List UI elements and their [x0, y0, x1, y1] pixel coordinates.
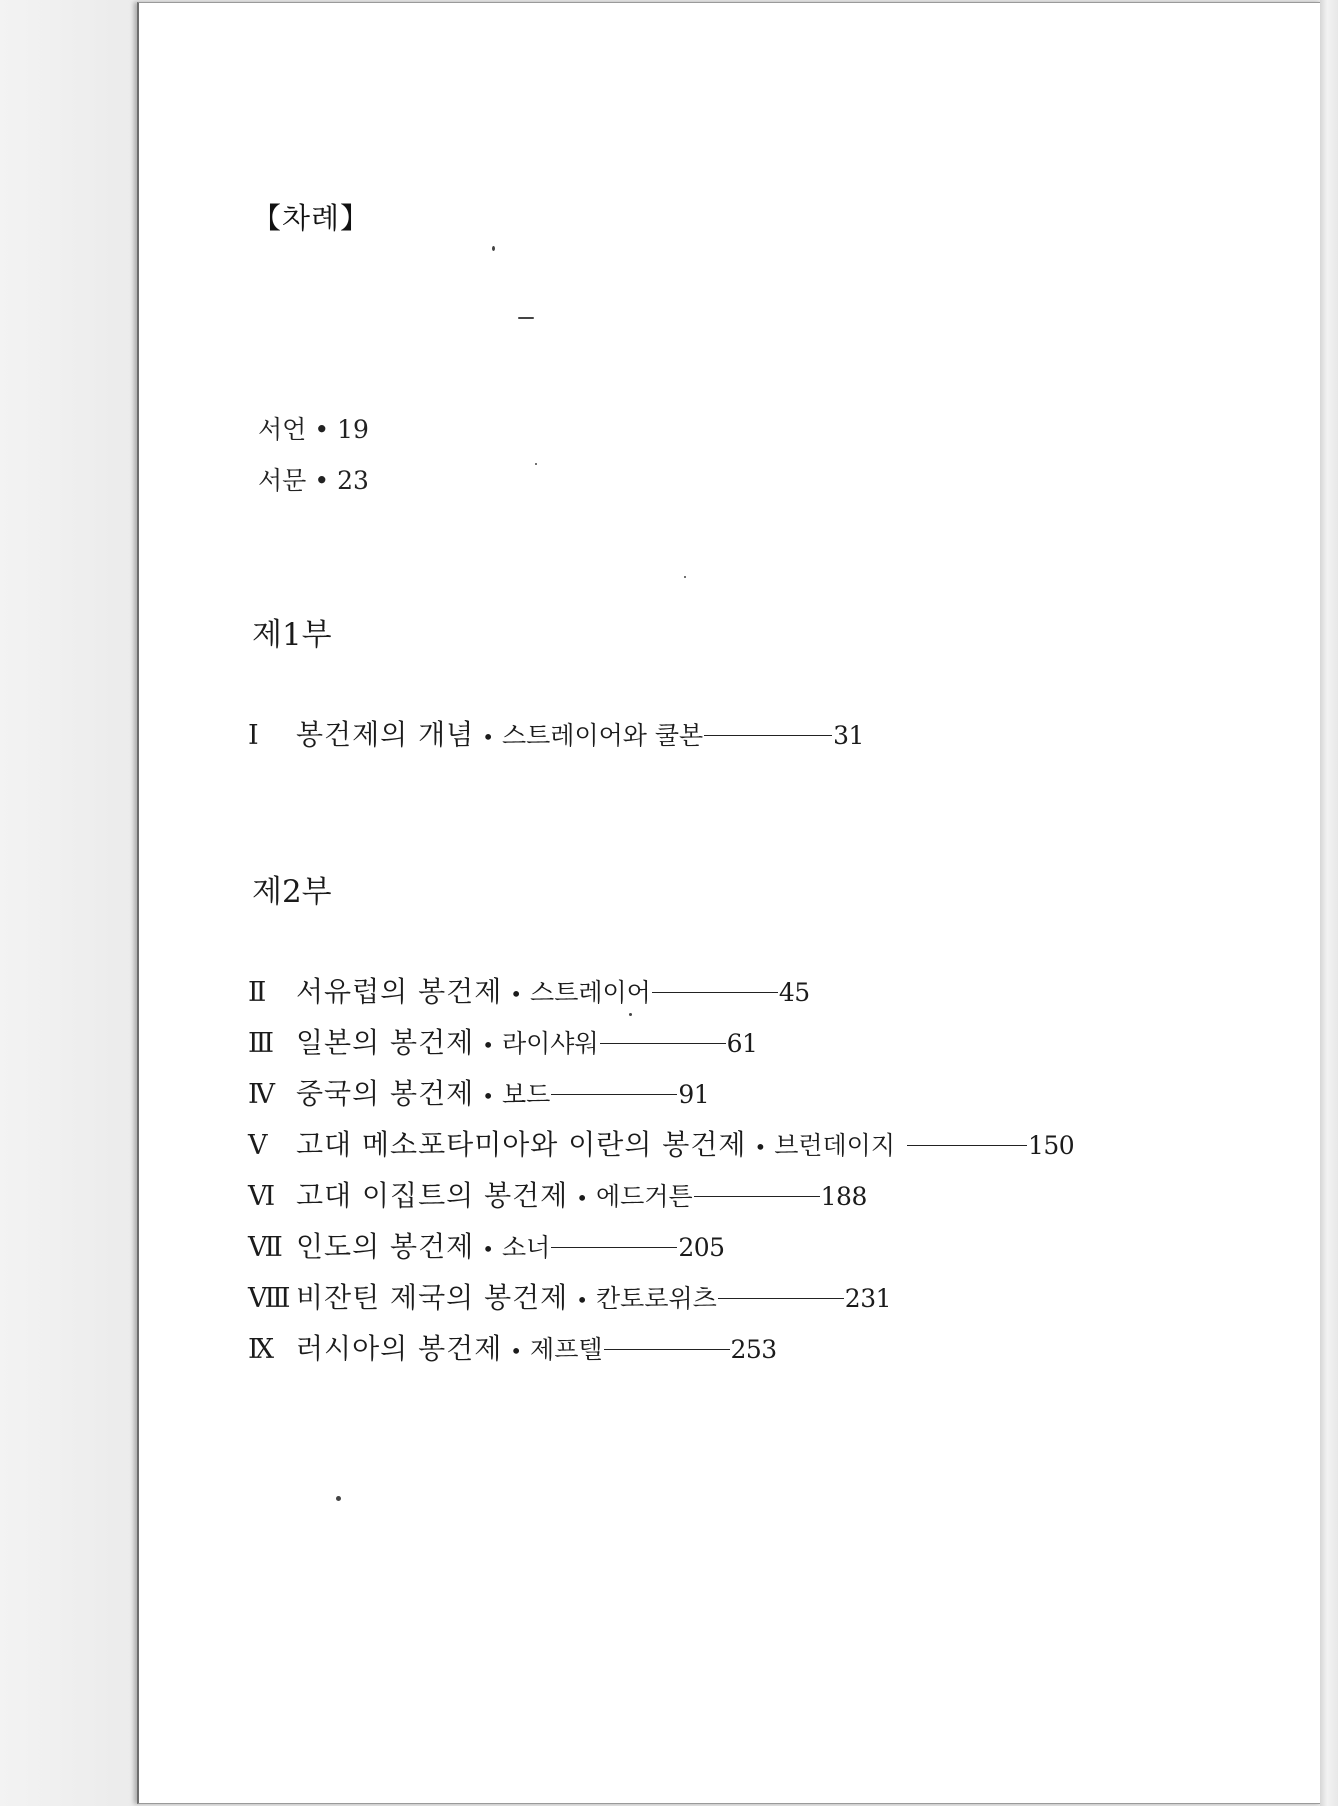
dot-leader-line	[604, 1349, 730, 1350]
toc-entry-chapter-1	[248, 713, 864, 753]
dot-leader-line	[718, 1298, 844, 1299]
chapter-separator: •	[754, 1135, 767, 1159]
toc-entry-chapter-5	[248, 1123, 1074, 1163]
chapter-separator: •	[576, 1288, 589, 1312]
chapter-page: 150	[1028, 1131, 1075, 1160]
chapter-author: 제프텔	[530, 1335, 603, 1364]
chapter-separator: •	[510, 982, 523, 1006]
scan-speck	[535, 463, 537, 465]
chapter-author: 소너	[502, 1233, 551, 1262]
dot-leader-line	[652, 992, 778, 993]
dot-leader-line	[551, 1247, 677, 1248]
chapter-title: 일본의 봉건제	[296, 1026, 475, 1059]
dot-leader-line	[704, 735, 832, 736]
chapter-number: Ⅷ	[248, 1283, 291, 1314]
chapter-separator: •	[482, 725, 494, 749]
front-item-introduction	[258, 461, 369, 497]
chapter-number: Ⅳ	[248, 1079, 275, 1110]
chapter-separator: •	[576, 1186, 589, 1210]
chapter-number: Ⅵ	[248, 1181, 276, 1212]
chapter-author: 칸토로위츠	[596, 1284, 717, 1313]
chapter-page: 205	[678, 1233, 725, 1262]
chapter-page: 91	[678, 1080, 710, 1109]
chapter-number: Ⅲ	[248, 1028, 275, 1059]
chapter-separator: •	[510, 1339, 523, 1363]
chapter-number: Ⅱ	[248, 977, 267, 1008]
dot-leader-line	[600, 1043, 726, 1044]
scan-speck	[492, 246, 495, 251]
chapter-number: Ⅸ	[248, 1334, 275, 1365]
toc-entry-chapter-3	[248, 1021, 757, 1061]
chapter-author: 에드거튼	[596, 1182, 693, 1211]
chapter-page: 31	[833, 721, 864, 750]
chapter-number: Ⅰ	[248, 720, 259, 751]
chapter-title: 서유럽의 봉건제	[296, 975, 503, 1008]
scan-speck	[518, 317, 534, 319]
front-item-page: 23	[337, 466, 369, 495]
dot-leader-line	[551, 1094, 677, 1095]
chapter-page: 231	[844, 1284, 892, 1313]
chapter-separator: •	[482, 1084, 494, 1108]
chapter-page: 188	[820, 1182, 867, 1211]
chapter-page: 45	[778, 978, 810, 1007]
part-title-2: 제2부	[252, 874, 332, 910]
chapter-author: 스트레이어와 쿨본	[502, 721, 704, 750]
page-edge-shadow	[1320, 0, 1338, 1806]
front-item-title: 서문	[258, 466, 307, 495]
chapter-title: 고대 이집트의 봉건제	[296, 1179, 569, 1212]
toc-entry-chapter-8	[248, 1276, 891, 1316]
toc-entry-chapter-6	[248, 1174, 867, 1214]
dot-leader-line	[694, 1196, 820, 1197]
chapter-number: Ⅶ	[248, 1232, 283, 1263]
chapter-author: 스트레이어	[530, 978, 651, 1007]
toc-entry-chapter-9	[248, 1327, 777, 1367]
toc-heading: 【차례】	[252, 201, 371, 235]
toc-entry-chapter-2	[248, 970, 810, 1010]
chapter-title: 중국의 봉건제	[296, 1077, 475, 1110]
chapter-title: 고대 메소포타미아와 이란의 봉건제	[296, 1128, 747, 1161]
front-item-page: 19	[337, 415, 369, 444]
dot-leader-line	[907, 1145, 1027, 1146]
chapter-page: 253	[730, 1335, 777, 1364]
front-item-separator: •	[314, 466, 330, 495]
front-item-title: 서언	[258, 415, 307, 444]
part-title-1: 제1부	[252, 617, 332, 653]
scan-speck	[629, 1013, 632, 1016]
chapter-separator: •	[482, 1033, 494, 1057]
chapter-number: Ⅴ	[248, 1130, 268, 1161]
chapter-author: 브런데이지	[774, 1131, 895, 1160]
front-item-preface	[258, 410, 369, 446]
chapter-separator: •	[482, 1237, 494, 1261]
chapter-author: 보드	[502, 1080, 551, 1109]
toc-entry-chapter-4	[248, 1072, 709, 1112]
scan-speck	[336, 1496, 341, 1501]
chapter-title: 인도의 봉건제	[296, 1230, 475, 1263]
front-item-separator: •	[314, 415, 330, 444]
toc-entry-chapter-7	[248, 1225, 725, 1265]
chapter-author: 라이샤워	[502, 1029, 599, 1058]
chapter-title: 러시아의 봉건제	[296, 1332, 503, 1365]
chapter-title: 봉건제의 개념	[296, 718, 475, 751]
chapter-page: 61	[726, 1029, 758, 1058]
chapter-title: 비잔틴 제국의 봉건제	[296, 1281, 569, 1314]
scan-speck	[684, 576, 686, 578]
